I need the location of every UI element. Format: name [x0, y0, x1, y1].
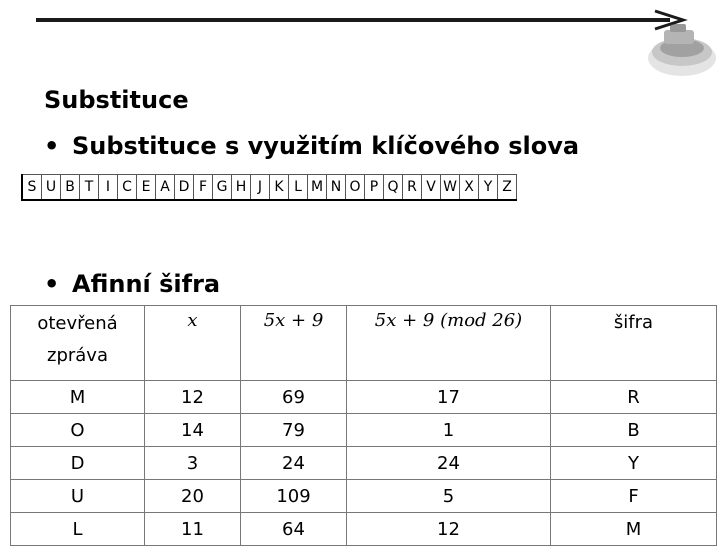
mod-cell: 12 — [347, 513, 551, 546]
table-row — [11, 414, 717, 447]
key-letter-cell: Q — [384, 175, 403, 201]
cipher-cell: Y — [551, 447, 717, 480]
header-cipher: šifra — [551, 306, 717, 381]
keyword-alphabet-row — [22, 175, 517, 201]
x-cell: 14 — [145, 414, 241, 447]
key-letter-cell: C — [118, 175, 137, 201]
key-letter-cell: E — [137, 175, 156, 201]
formula-cell: 64 — [241, 513, 347, 546]
key-letter-cell: G — [213, 175, 232, 201]
header-x: x — [145, 306, 241, 381]
keyword-alphabet-table — [21, 174, 517, 201]
header-formula-mod: 5x + 9 (mod 26) — [347, 306, 551, 381]
key-letter-cell: N — [327, 175, 346, 201]
plaintext-cell: U — [11, 480, 145, 513]
key-letter-cell: L — [289, 175, 308, 201]
header-plaintext: otevřená zpráva — [11, 306, 145, 381]
key-letter-cell: F — [194, 175, 213, 201]
key-letter-cell: R — [403, 175, 422, 201]
cipher-table-header-row — [11, 306, 717, 381]
key-letter-cell: O — [346, 175, 365, 201]
plaintext-cell: D — [11, 447, 145, 480]
key-letter-cell: K — [270, 175, 289, 201]
cipher-cell: B — [551, 414, 717, 447]
key-letter-cell: W — [441, 175, 460, 201]
key-letter-cell: U — [42, 175, 61, 201]
bullet-text: Substituce s využitím klíčového slova — [72, 132, 580, 160]
key-letter-cell: Y — [479, 175, 498, 201]
plaintext-cell: L — [11, 513, 145, 546]
key-letter-cell: S — [22, 175, 42, 201]
bullet-dot: • — [44, 132, 60, 160]
mod-cell: 5 — [347, 480, 551, 513]
bullet-keyword-substitution — [44, 130, 579, 162]
plaintext-cell: M — [11, 381, 145, 414]
x-cell: 20 — [145, 480, 241, 513]
formula-cell: 69 — [241, 381, 347, 414]
key-letter-cell: A — [156, 175, 175, 201]
x-cell: 3 — [145, 447, 241, 480]
cipher-cell: R — [551, 381, 717, 414]
cipher-cell: M — [551, 513, 717, 546]
table-row — [11, 513, 717, 546]
mod-cell: 24 — [347, 447, 551, 480]
plaintext-cell: O — [11, 414, 145, 447]
formula-cell: 109 — [241, 480, 347, 513]
bullet-affine-cipher — [44, 268, 220, 300]
cipher-cell: F — [551, 480, 717, 513]
key-letter-cell: B — [61, 175, 80, 201]
mod-cell: 1 — [347, 414, 551, 447]
formula-cell: 24 — [241, 447, 347, 480]
cipher-disc-icon — [648, 24, 716, 76]
mod-cell: 17 — [347, 381, 551, 414]
bullet-text: Afinní šifra — [72, 270, 221, 298]
key-letter-cell: P — [365, 175, 384, 201]
key-letter-cell: J — [251, 175, 270, 201]
formula-cell: 79 — [241, 414, 347, 447]
key-letter-cell: X — [460, 175, 479, 201]
bullet-dot: • — [44, 270, 60, 298]
key-letter-cell: Z — [498, 175, 517, 201]
key-letter-cell: V — [422, 175, 441, 201]
table-row — [11, 447, 717, 480]
table-row — [11, 381, 717, 414]
key-letter-cell: D — [175, 175, 194, 201]
key-letter-cell: I — [99, 175, 118, 201]
x-cell: 11 — [145, 513, 241, 546]
x-cell: 12 — [145, 381, 241, 414]
slide-heading: Substituce — [44, 86, 189, 114]
table-row — [11, 480, 717, 513]
key-letter-cell: H — [232, 175, 251, 201]
key-letter-cell: M — [308, 175, 327, 201]
key-letter-cell: T — [80, 175, 99, 201]
header-formula: 5x + 9 — [241, 306, 347, 381]
top-arrow-decoration — [0, 0, 720, 80]
affine-cipher-table — [10, 305, 717, 546]
